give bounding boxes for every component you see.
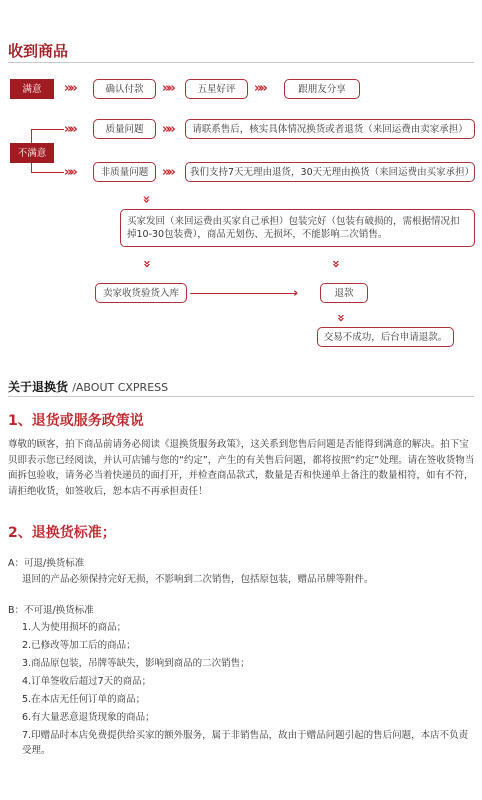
satisfied-label: 满意 xyxy=(10,79,54,99)
arrow-icon: »» xyxy=(64,81,75,96)
refund-box: 退款 xyxy=(320,283,368,303)
about-heading xyxy=(8,378,168,395)
down-arrow-icon: » xyxy=(333,313,349,320)
page-title: 收到商品 xyxy=(8,42,69,60)
divider xyxy=(8,396,474,397)
arrow-icon: »» xyxy=(162,81,173,96)
list-item: 5.在本店无任何订单的商品； xyxy=(22,694,146,705)
seller-check-box: 卖家收货验货入库 xyxy=(95,283,187,303)
down-arrow-icon: » xyxy=(138,195,154,200)
arrow-icon: »» xyxy=(64,165,75,180)
connector-line xyxy=(31,163,32,172)
confirm-pay-box: 确认付款 xyxy=(93,79,156,99)
unsatisfied-label: 不满意 xyxy=(10,143,54,163)
divider xyxy=(8,62,474,63)
arrow-icon: »» xyxy=(254,81,265,96)
connector-line xyxy=(190,293,296,294)
section2-heading: 2、退换货标准； xyxy=(8,525,116,541)
about-subtitle: /ABOUT CXPRESS xyxy=(72,381,169,394)
down-arrow-icon: » xyxy=(139,259,155,266)
standard-b-label: B：不可退/换货标准 xyxy=(8,605,94,616)
arrow-icon: »» xyxy=(162,165,173,180)
arrow-icon: › xyxy=(293,286,299,301)
return-note-box: 买家发回（来回运费由买家自己承担）包装完好（包装有破损的，需根据情况扣掉10-30包装费），商品无划伤、无损坏，不能影响二次销售。 xyxy=(120,209,475,247)
section1-body: 尊敬的顾客，拍下商品前请务必阅读《退换货服务政策》，这关系到您售后问题是否能得到满意的解决。拍下宝贝即表示您已经阅读，并认可店铺与您的“约定”，产生的有关售后问题，都将按照“约定”处理。请在签收货物当面拆包验收，请务必当着快递员的面打开，并检查商品款式，数量是否和快递单上备注的数量相符，如有不符，请拒绝收货，如签收后，恕本店不再承担责任！ xyxy=(8,439,475,497)
standard-a-label: A：可退/换货标准 xyxy=(8,558,85,569)
list-item: 3.商品原包装，吊牌等缺失，影响到商品的二次销售； xyxy=(22,658,250,669)
standard-a-text: 退回的产品必须保持完好无损，不影响到二次销售，包括原包装，赠品吊牌等附件。 xyxy=(22,574,374,585)
non-quality-action-box: 我们支持7天无理由退货，30天无理由换货（来回运费由买家承担） xyxy=(185,162,475,182)
fail-note-box: 交易不成功，后台申请退款。 xyxy=(317,327,454,347)
connector-line xyxy=(31,129,64,130)
five-star-box: 五星好评 xyxy=(185,79,248,99)
arrow-icon: »» xyxy=(64,122,75,137)
quality-issue-box: 质量问题 xyxy=(93,119,156,139)
list-item: 6.有大量恶意退货现象的商品； xyxy=(22,712,155,723)
list-item: 1.人为使用损坏的商品； xyxy=(22,622,127,633)
list-item: 7.印赠品时本店免费提供给买家的额外服务，属于非销售品，故由于赠品问题引起的售后问题，本店不负责受理。 xyxy=(22,730,469,756)
quality-action-box: 请联系售后，核实具体情况换货或者退货（来回运费由卖家承担） xyxy=(185,119,475,139)
down-arrow-icon: » xyxy=(328,259,344,266)
about-title: 关于退换货 xyxy=(8,380,69,394)
non-quality-issue-box: 非质量问题 xyxy=(93,162,156,182)
connector-line xyxy=(31,129,32,143)
list-item: 4.订单签收后超过7天的商品； xyxy=(22,676,152,687)
arrow-icon: »» xyxy=(162,122,173,137)
list-item: 2.已修改等加工后的商品； xyxy=(22,640,136,651)
section1-heading: 1、退货或服务政策说 xyxy=(8,413,144,429)
connector-line xyxy=(31,172,64,173)
share-box: 跟朋友分享 xyxy=(284,79,360,99)
